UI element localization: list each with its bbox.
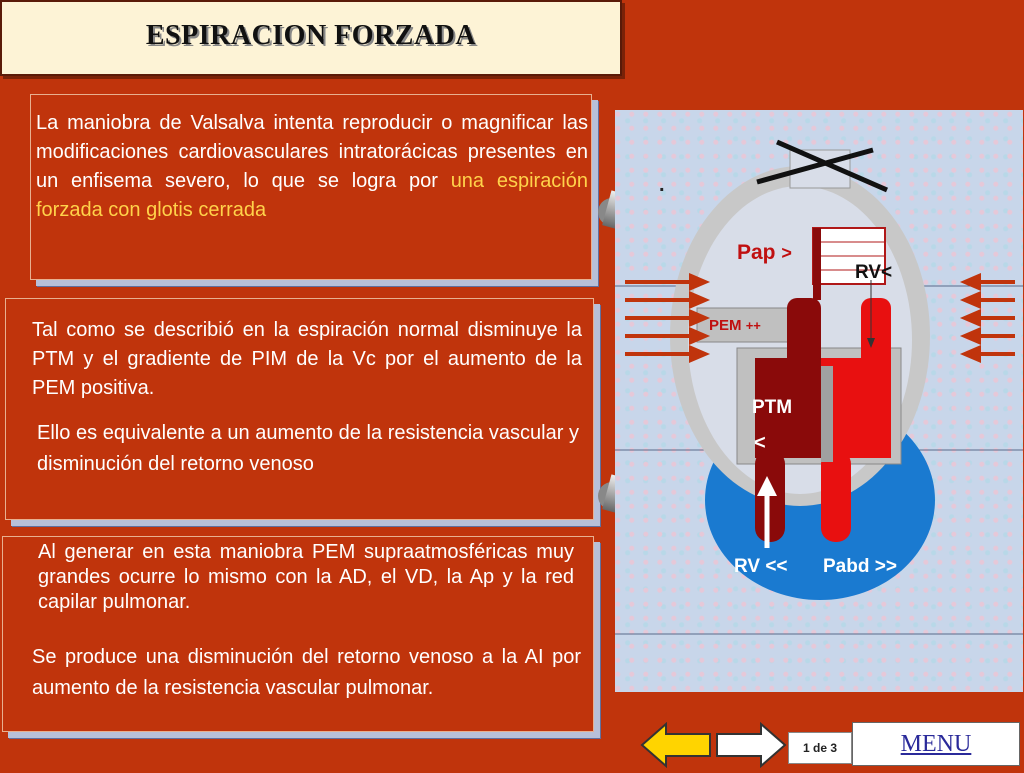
ptm-label: PTM (752, 397, 793, 418)
panel-2-para-2: Ello es equivalente a un aumento de la resistencia vascular y disminución del retorno venoso (37, 422, 579, 475)
pem-label (709, 317, 761, 334)
panel-3-para-1: Al generar en esta maniobra PEM supraatmosféricas muy grandes ocurre lo mismo con la AD, el VD, la Ap y la red capilar pulmonar. (38, 541, 574, 613)
page-title: ESPIRACION FORZADA (145, 20, 477, 51)
text-panel-3 (2, 536, 594, 732)
panel-1-text-main: La maniobra de Valsalva intenta reproducir o magnificar las modificaciones cardiovasculares intratorácicas presentes en un enfisema severo, lo que se logra por (36, 112, 588, 192)
text-panel-2 (5, 298, 594, 520)
ptm-sign: < (754, 432, 766, 454)
pap-label-text: Pap (737, 241, 776, 264)
back-arrow-button[interactable] (640, 722, 712, 768)
thorax-diagram-graphic (615, 110, 1023, 692)
thorax-diagram (615, 110, 1023, 692)
title-box (0, 0, 622, 76)
forward-arrow-button[interactable] (715, 722, 787, 768)
pem-label-text: PEM (709, 317, 742, 334)
page-indicator: 1 de 3 (788, 732, 852, 764)
text-panel-1 (30, 94, 592, 280)
panel-1-text (36, 109, 588, 225)
panel-1-text-highlight: una espiración forzada con glotis cerrada (36, 170, 589, 221)
back-arrow-icon (640, 722, 712, 768)
menu-button-label: MENU (900, 731, 972, 757)
menu-button[interactable] (852, 722, 1020, 766)
pabd-label: Pabd >> (823, 556, 897, 577)
rv-top-label: RV< (855, 262, 893, 283)
pap-label (737, 241, 792, 265)
pap-label-sign: > (781, 243, 792, 263)
pem-label-sign: ++ (745, 318, 761, 333)
diagram-dot: . (659, 174, 665, 196)
panel-3-para-2: Se produce una disminución del retorno venoso a la AI por aumento de la resistencia vascular pulmonar. (32, 646, 581, 699)
panel-2-para-1: Tal como se describió en la espiración normal disminuye la PTM y el gradiente de PIM de la Vc por el aumento de la PEM positiva. (32, 319, 582, 399)
rv-bottom-label: RV << (734, 556, 788, 577)
forward-arrow-icon (715, 722, 787, 768)
